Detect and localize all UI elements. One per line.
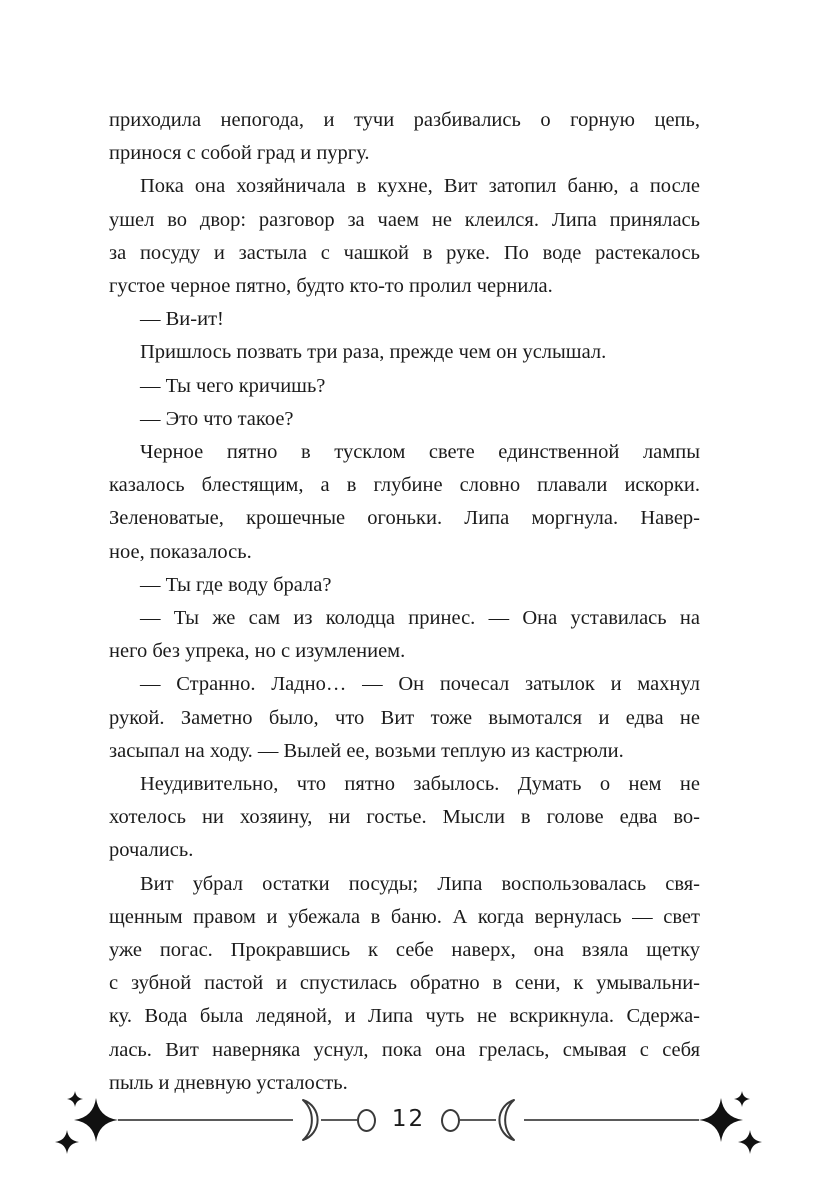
text-line: — Ты где воду брала? [140, 573, 332, 596]
text-line: — Это что такое? [140, 407, 294, 430]
text-line: пыль и дневную усталость. [109, 1071, 348, 1094]
text-line: за посуду и застыла с чашкой в руке. По воде растекалось [109, 241, 700, 264]
stars-right-ornament [699, 1080, 763, 1160]
text-line: ушел во двор: разговор за чаем не клеился. Липа принялась [109, 208, 700, 231]
circle-ornament [441, 1109, 460, 1132]
paragraph [109, 436, 700, 569]
paragraph [109, 303, 700, 336]
paragraph [109, 668, 700, 768]
text-line: ку. Вода была ледяной, и Липа чуть не вскрикнула. Сдержа- [109, 1005, 700, 1028]
text-line: — Ты чего кричишь? [140, 374, 326, 397]
paragraph [109, 403, 700, 436]
text-line: лась. Вит наверняка уснул, пока она грелась, смывая с себя [109, 1038, 700, 1061]
crescent-moon-left-icon [496, 1097, 524, 1143]
stars-left-ornament [54, 1080, 118, 1160]
crescent-moon-right-icon [293, 1097, 321, 1143]
text-line: него без упрека, но с изумлением. [109, 640, 406, 663]
text-line: Пришлось позвать три раза, прежде чем он услышал. [140, 341, 607, 364]
text-line: Черное пятно в тусклом свете единственной лампы [140, 441, 700, 464]
text-line: Зеленоватые, крошечные огоньки. Липа моргнула. Навер- [109, 507, 700, 530]
text-line: с зубной пастой и спустилась обратно в сени, к умывальни- [109, 972, 700, 995]
text-line: рукой. Заметно было, что Вит тоже вымотался и едва не [109, 706, 700, 729]
footer-rule-segment [460, 1119, 496, 1121]
text-line: принося с собой град и пургу. [109, 142, 370, 165]
text-line: — Ты же сам из колодца принес. — Она уставилась на [140, 607, 700, 630]
paragraph [109, 768, 700, 868]
page-text [109, 0, 700, 1100]
footer-rule-left [118, 1119, 293, 1121]
text-line: Вит убрал остатки посуды; Липа воспользовалась свя- [140, 872, 700, 895]
page-footer [54, 1080, 763, 1160]
text-line: уже погас. Прокравшись к себе наверх, она взяла щетку [109, 939, 700, 962]
text-line: Неудивительно, что пятно забылось. Думать о нем не [140, 773, 700, 796]
paragraph [109, 170, 700, 303]
footer-rule-right [524, 1119, 699, 1121]
text-line: хотелось ни хозяину, ни гостье. Мысли в голове едва во- [109, 806, 700, 829]
text-line: казалось блестящим, а в глубине словно плавали искорки. [109, 474, 700, 497]
text-line: щенным правом и убежала в баню. А когда вернулась — свет [109, 905, 700, 928]
text-line: рочались. [109, 839, 194, 862]
text-line: ное, показалось. [109, 540, 252, 563]
paragraph [109, 104, 700, 170]
page-number: 12 [391, 1105, 426, 1132]
paragraph [109, 370, 700, 403]
text-line: — Странно. Ладно… — Он почесал затылок и махнул [140, 673, 700, 696]
paragraph [109, 868, 700, 1100]
paragraph [109, 602, 700, 668]
text-line: засыпал на ходу. — Вылей ее, возьми теплую из кастрюли. [109, 739, 624, 762]
text-line: Пока она хозяйничала в кухне, Вит затопил баню, а после [140, 175, 700, 198]
footer-rule-segment [321, 1119, 357, 1121]
text-line: приходила непогода, и тучи разбивались о горную цепь, [109, 109, 700, 131]
text-line: — Ви-ит! [140, 308, 224, 331]
paragraph [109, 336, 700, 369]
circle-ornament [357, 1109, 376, 1132]
text-line: густое черное пятно, будто кто-то пролил чернила. [109, 275, 553, 298]
paragraph [109, 569, 700, 602]
